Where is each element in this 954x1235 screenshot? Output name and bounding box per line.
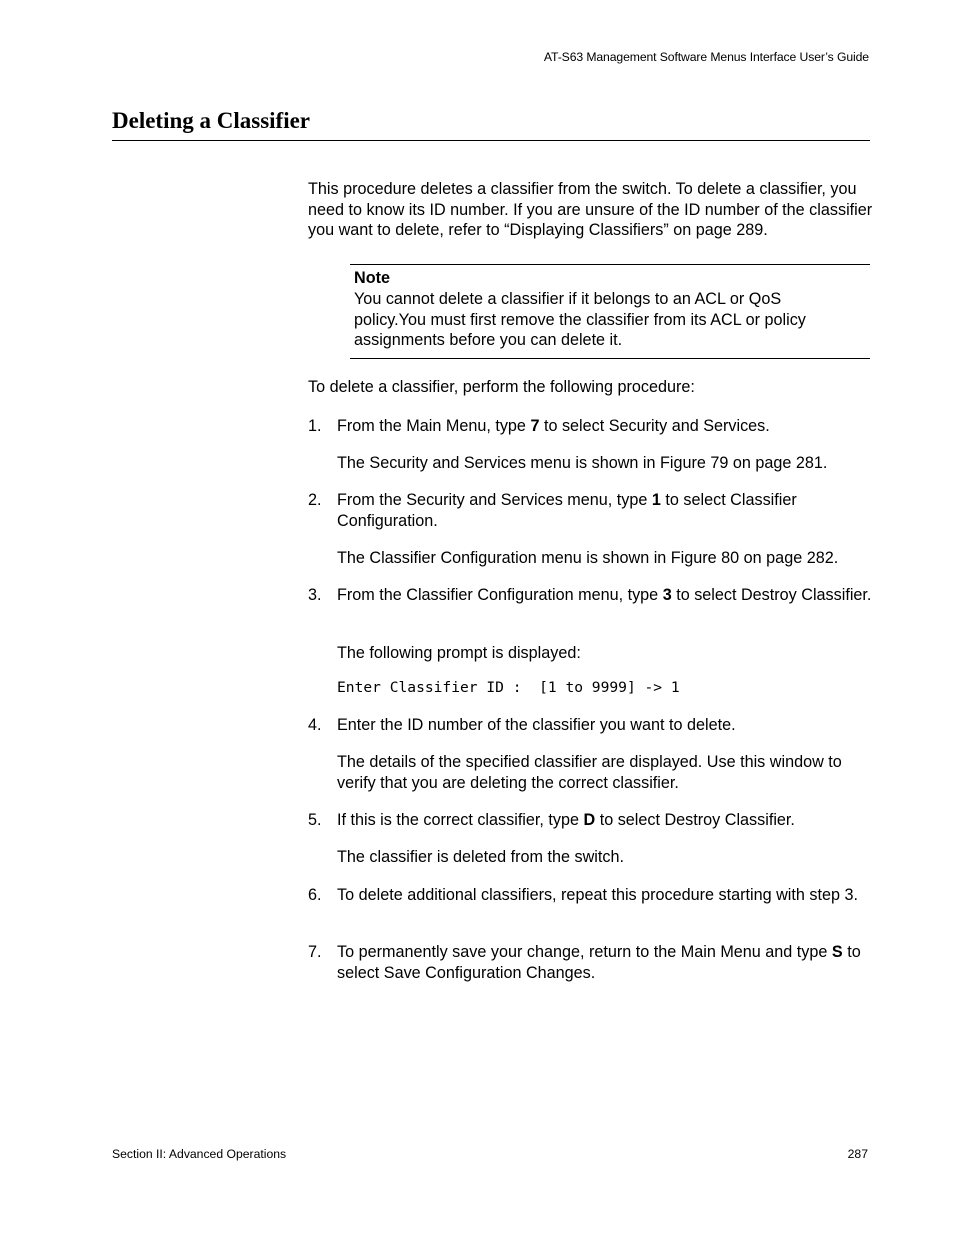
step-result: The Classifier Configuration menu is shown in Figure 80 on page 282. (337, 549, 839, 567)
step-number: 5. (308, 811, 322, 829)
note-box (350, 264, 870, 359)
step-instruction: To permanently save your change, return to the Main Menu and type S to select Save Configuration Changes. (337, 943, 861, 982)
step-number: 7. (308, 943, 322, 961)
running-header: AT-S63 Management Software Menus Interface User’s Guide (543, 50, 869, 64)
section-title: Deleting a Classifier (112, 108, 311, 133)
step-result: The Security and Services menu is shown in Figure 79 on page 281. (337, 454, 828, 472)
step-instruction: From the Classifier Configuration menu, type 3 to select Destroy Classifier. (337, 586, 872, 604)
step-instruction: From the Security and Services menu, type 1 to select Classifier Configuration. (337, 491, 797, 530)
step-result: The classifier is deleted from the switch. (337, 848, 624, 866)
key-label: S (831, 943, 843, 961)
command-prompt: Enter Classifier ID : [1 to 9999] -> 1 (337, 679, 680, 696)
step-number: 4. (308, 716, 322, 734)
key-label: 1 (651, 491, 661, 509)
key-label: 7 (530, 417, 540, 435)
step-number: 1. (308, 417, 322, 435)
title-rule (112, 140, 870, 141)
procedure-intro: To delete a classifier, perform the following procedure: (308, 378, 695, 396)
step-instruction: If this is the correct classifier, type D to select Destroy Classifier. (337, 811, 795, 829)
step-instruction: To delete additional classifiers, repeat this procedure starting with step 3. (337, 886, 858, 904)
step-number: 2. (308, 491, 322, 509)
key-label: 3 (662, 586, 672, 604)
step-result: The following prompt is displayed: (337, 644, 581, 662)
step-number: 3. (308, 586, 322, 604)
step-instruction: From the Main Menu, type 7 to select Security and Services. (337, 417, 770, 435)
intro-paragraph: This procedure deletes a classifier from the switch. To delete a classifier, you need to know its ID number. If you are unsure of the ID number of the classifier you want to delete, refer to “Displaying Classifiers” on page 289. (308, 180, 873, 240)
note-heading: Note (354, 269, 390, 287)
page-number: 287 (847, 1147, 868, 1161)
key-label: D (583, 811, 596, 829)
step-result: The details of the specified classifier are displayed. Use this window to verify that you are deleting the correct classifier. (337, 753, 842, 792)
step-number: 6. (308, 886, 322, 904)
note-body: You cannot delete a classifier if it belongs to an ACL or QoS policy.You must first remove the classifier from its ACL or policy assignments before you can delete it. (354, 290, 806, 350)
step-instruction: Enter the ID number of the classifier you want to delete. (337, 716, 736, 734)
footer-section: Section II: Advanced Operations (112, 1147, 287, 1161)
